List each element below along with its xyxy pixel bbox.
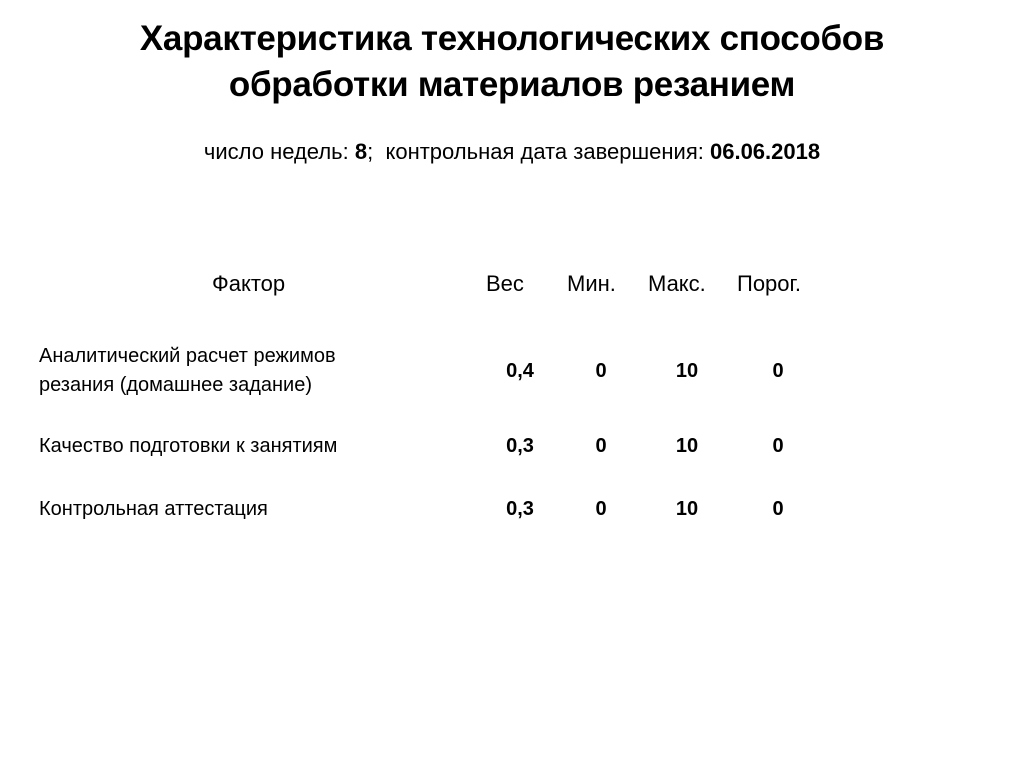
row-weight: 0,3 [506,435,534,457]
row-max: 10 [675,360,699,382]
row-min: 0 [595,498,607,520]
row-factor-line-1: Контрольная аттестация [39,498,268,520]
row-threshold: 0 [772,360,784,382]
header-weight: Вес [486,271,524,296]
row-weight: 0,4 [506,360,534,382]
weeks-label: число недель: [203,139,349,164]
row-min: 0 [595,435,607,457]
course-info [0,137,1024,167]
header-min: Мин. [567,271,616,296]
weeks-value: 8 [354,139,368,164]
row-factor-line-1: Качество подготовки к занятиям [39,435,338,457]
row-threshold: 0 [772,435,784,457]
row-factor-line-2: резания (домашнее задание) [39,374,313,396]
slide-title-line-2: обработки материалов резанием [228,65,796,104]
row-min: 0 [595,360,607,382]
info-separator: ; [367,139,374,164]
row-threshold: 0 [772,498,784,520]
row-factor [39,342,336,400]
slide-title [0,16,1024,108]
row-max: 10 [675,435,699,457]
slide-title-line-1: Характеристика технологических способов [139,19,885,58]
header-threshold: Порог. [737,271,801,296]
row-factor [39,495,268,524]
deadline-label: контрольная дата завершения: [385,139,704,164]
header-factor: Фактор [212,271,286,296]
row-max: 10 [675,498,699,520]
header-max: Макс. [648,271,706,296]
row-factor [39,432,337,461]
row-weight: 0,3 [506,498,534,520]
deadline-value: 06.06.2018 [709,139,821,164]
row-factor-line-1: Аналитический расчет режимов [39,345,336,367]
